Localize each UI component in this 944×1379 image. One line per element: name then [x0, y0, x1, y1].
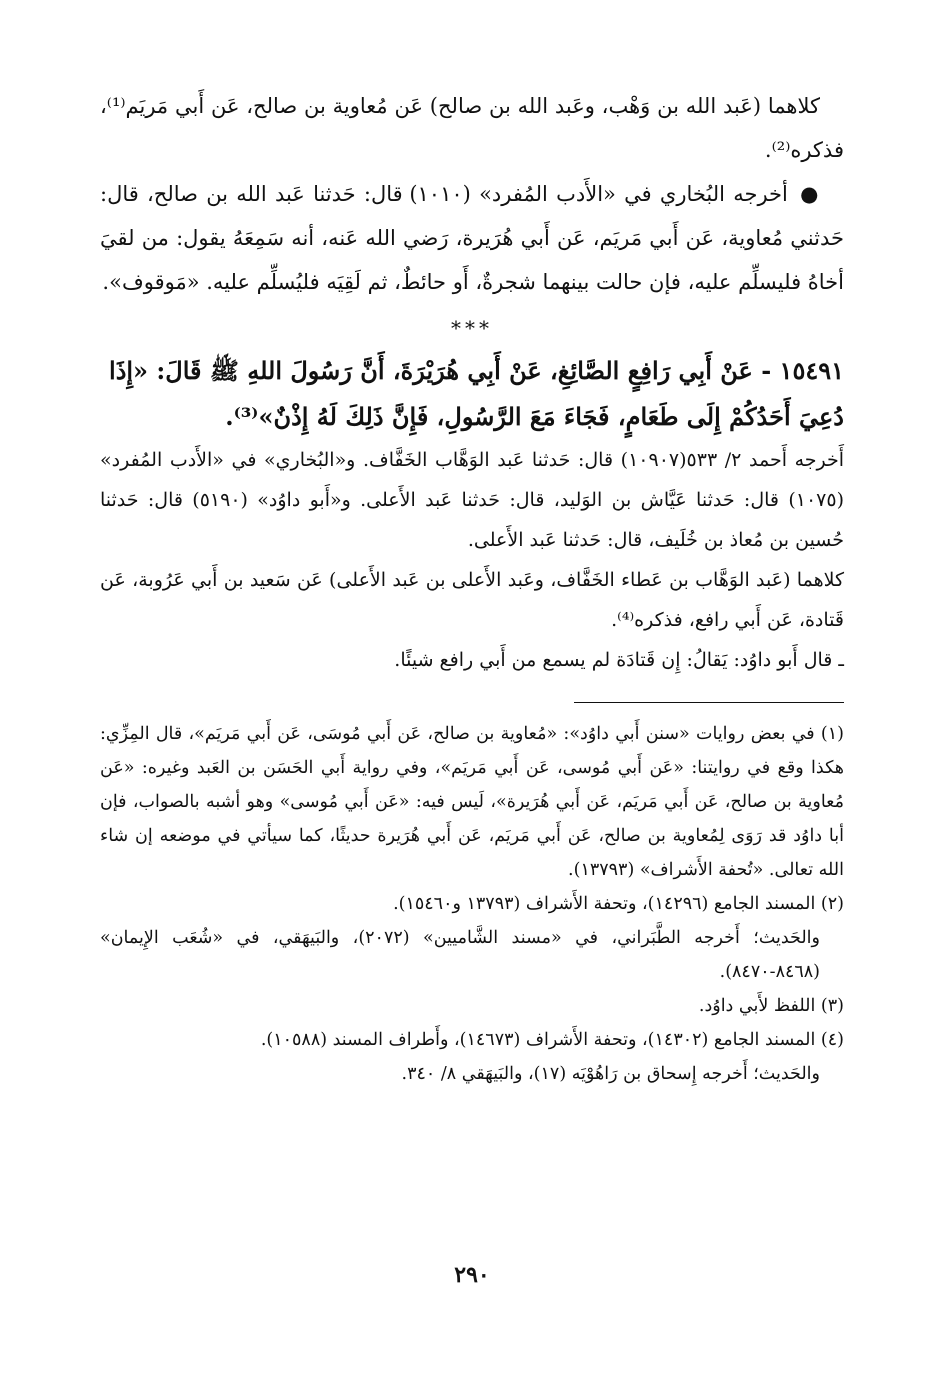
bullet-icon: ● — [800, 182, 820, 206]
source-paragraph-3: ـ قال أَبو داوُد: يَقالُ: إِن قَتادَة لم يسمع من أَبي رافع شيئًا. — [394, 649, 844, 671]
page-content — [100, 84, 844, 1091]
footnote-2: (٢) المسند الجامع (١٤٢٩٦)، وتحفة الأَشراف (١٣٧٩٣ و١٥٤٦٠). — [393, 894, 844, 914]
hadith-entry — [100, 348, 844, 440]
source-paragraph-2: كلاهما (عَبد الوَهَّاب بن عَطاء الخَفَّاف، وعَبد الأَعلى بن عَبد الأَعلى) عَن سَعيد بن أَبي عَرُوبة، عَن قَتادة، عَن أَبي رافع، فذكره⁽⁴⁾. — [100, 569, 844, 631]
footnote-2-continuation: والحَديث؛ أَخرجه الطَّبَراني، في «مسند الشَّاميين» (٢٠٧٢)، والبَيهَقي، في «شُعَب الإِيمان» (٨٤٦٨-٨٤٧٠). — [100, 928, 820, 982]
hadith-number: ١٥٤٩١ - — [761, 356, 844, 385]
footnote-4: (٤) المسند الجامع (١٤٣٠٢)، وتحفة الأَشراف (١٤٦٧٣)، وأَطراف المسند (١٠٥٨٨). — [260, 1030, 844, 1050]
footnote-3: (٣) اللفظ لأَبي داوُد. — [698, 996, 844, 1016]
footnote-1: (١) في بعض روايات «سنن أَبي داوُد»: «مُعاوية بن صالح، عَن أَبي مُوسَى، عَن أَبي مَريَم»، قال المِزِّي: هكذا وقع في روايتنا: «عَن أَبي مُوسى، عَن أَبي مَريَم»، وفي رواية أَبي الحَسَن بن العَبد وغيره: «عَن مُعاوية بن صالح، عَن أَبي مَريَم، عَن أَبي هُرَيرة»، لَيس فيه: «عَن أَبي مُوسى» وهو أشبه بالصواب، فإن أبا داوُد قد رَوَى لِمُعاوية بن صالح، عَن أَبي مَريَم، عَن أَبي هُرَيرة حديثًا، كما سيأتي في موضعه إن شاء الله تعالى. «تُحفة الأَشراف» (١٣٧٩٣). — [100, 724, 844, 880]
section-divider-stars: *** — [451, 316, 493, 340]
paragraph-bukhari-adab-text: أخرجه البُخاري في «الأَدب المُفرد» (١٠١٠) قال: حَدثنا عَبد الله بن صالح، قال: حَدثني مُعاوية، عَن أَبي مَريَم، عَن أَبي هُرَيرة، رَضي الله عَنه، أنه سَمِعَهُ يقول: من لقيَ أخاهُ فليسلِّم عليه، فإن حالت بينهما شجرةٌ، أَو حائطٌ، ثم لَقِيَه فليُسلِّم عليه. «مَوقوف». — [100, 182, 844, 294]
footnote-4-continuation: والحَديث؛ أَخرجه إِسحاق بن رَاهُوْيَه (١٧)، والبَيهَقي ٨/ ٣٤٠. — [401, 1064, 820, 1084]
page-number: ٢٩٠ — [454, 1262, 490, 1288]
paragraph-narration-chain: كلاهما (عَبد الله بن وَهْب، وعَبد الله بن صالح) عَن مُعاوية بن صالح، عَن أَبي مَريَم⁽¹⁾، فذكره⁽²⁾. — [100, 94, 844, 162]
source-paragraph-1: أَخرجه أَحمد ٢/ ٥٣٣(١٠٩٠٧) قال: حَدثنا عَبد الوَهَّاب الخَفَّاف. و«البُخاري» في «الأَدب المُفرد» (١٠٧٥) قال: حَدثنا عَيَّاش بن الوَليد، قال: حَدثنا عَبد الأَعلى. و«أَبو داوُد» (٥١٩٠) قال: حَدثنا حُسين بن مُعاذ بن خُلَيف، قال: حَدثنا عَبد الأَعلى. — [100, 449, 845, 551]
hadith-text: عَنْ أَبِي رَافِعٍ الصَّائِغِ، عَنْ أَبِي هُرَيْرَةَ، أَنَّ رَسُولَ اللهِ ﷺ قَالَ: «إِذَا دُعِيَ أَحَدُكُمْ إِلَى طَعَامٍ، فَجَاءَ مَعَ الرَّسُولِ، فَإِنَّ ذَلِكَ لَهُ إِذْنٌ»⁽³⁾. — [109, 356, 844, 431]
paragraph-bukhari-adab — [100, 172, 844, 304]
footnote-separator — [574, 702, 844, 703]
